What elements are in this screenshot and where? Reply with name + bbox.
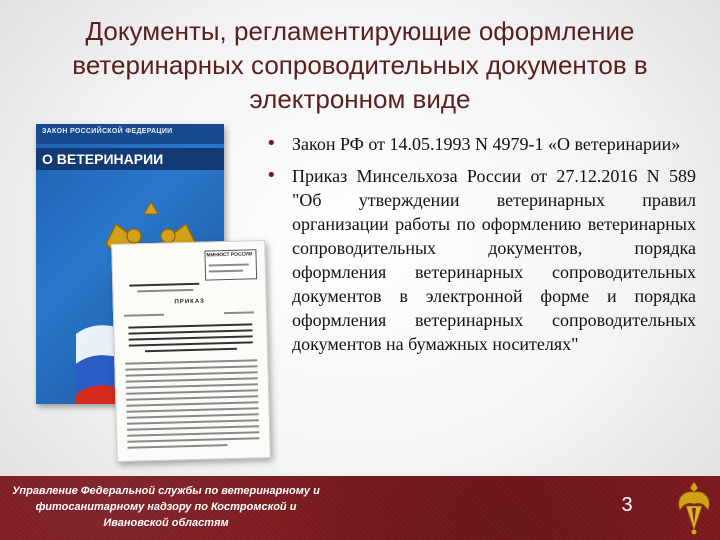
doc-text-line — [127, 431, 259, 436]
doc-text-line — [126, 383, 258, 388]
footer-bar — [0, 476, 720, 540]
doc-text-line — [127, 444, 227, 448]
doc-text-line — [127, 425, 259, 430]
doc-text-line — [126, 395, 258, 400]
doc-text-line — [127, 437, 259, 442]
slide-title: Документы, регламентирующие оформление ветеринарных сопроводительных документов в электронном виде — [72, 16, 648, 114]
doc-text-line — [126, 371, 258, 376]
doc-title-line — [129, 335, 253, 340]
doc-text-line — [127, 407, 259, 412]
list-item-text: Закон РФ от 14.05.1993 N 4979-1 «О ветеринарии» — [292, 134, 681, 154]
doc-heading: ПРИКАЗ — [174, 298, 205, 306]
footer-organization: Управление Федеральной службы по ветеринарному и фитосанитарному надзору по Костромской и Ивановской областям — [12, 485, 320, 529]
bullet-icon: • — [266, 133, 277, 154]
doc-text-line — [126, 401, 258, 406]
doc-date-line — [124, 314, 164, 317]
order-document-image — [111, 240, 271, 462]
doc-header-line — [137, 289, 193, 292]
list-item — [266, 132, 696, 156]
doc-title-line — [145, 348, 237, 352]
doc-text-line — [125, 365, 257, 370]
doc-title-line — [128, 323, 252, 328]
doc-text-line — [126, 389, 258, 394]
doc-text-line — [125, 359, 257, 364]
book-title-text: О ВЕТЕРИНАРИИ — [36, 148, 224, 170]
page-number: 3 — [621, 494, 633, 516]
doc-text-line — [126, 377, 258, 382]
doc-title-line — [128, 329, 252, 334]
doc-header-line — [129, 283, 199, 287]
bullet-icon: • — [266, 165, 277, 186]
doc-text-line — [127, 413, 259, 418]
document-list — [266, 132, 696, 364]
doc-title-line — [129, 341, 253, 346]
book-header-text: ЗАКОН РОССИЙСКОЙ ФЕДЕРАЦИИ — [42, 128, 173, 135]
list-item — [266, 164, 696, 356]
stamp-text: МИНЮСТ РОССИИ — [206, 251, 253, 259]
doc-text-line — [127, 419, 259, 424]
list-item-text: Приказ Минсельхоза России от 27.12.2016 N 589 "Об утверждении ветеринарных правил организации работы по оформлению ветеринарных сопроводительных документов, порядка оформления ветеринарных сопроводительных документов в электронной форме и порядка оформления ветеринарных сопроводительных документов на бумажных носителях" — [292, 166, 696, 354]
doc-number-line — [224, 311, 254, 313]
service-emblem-icon — [672, 478, 716, 536]
